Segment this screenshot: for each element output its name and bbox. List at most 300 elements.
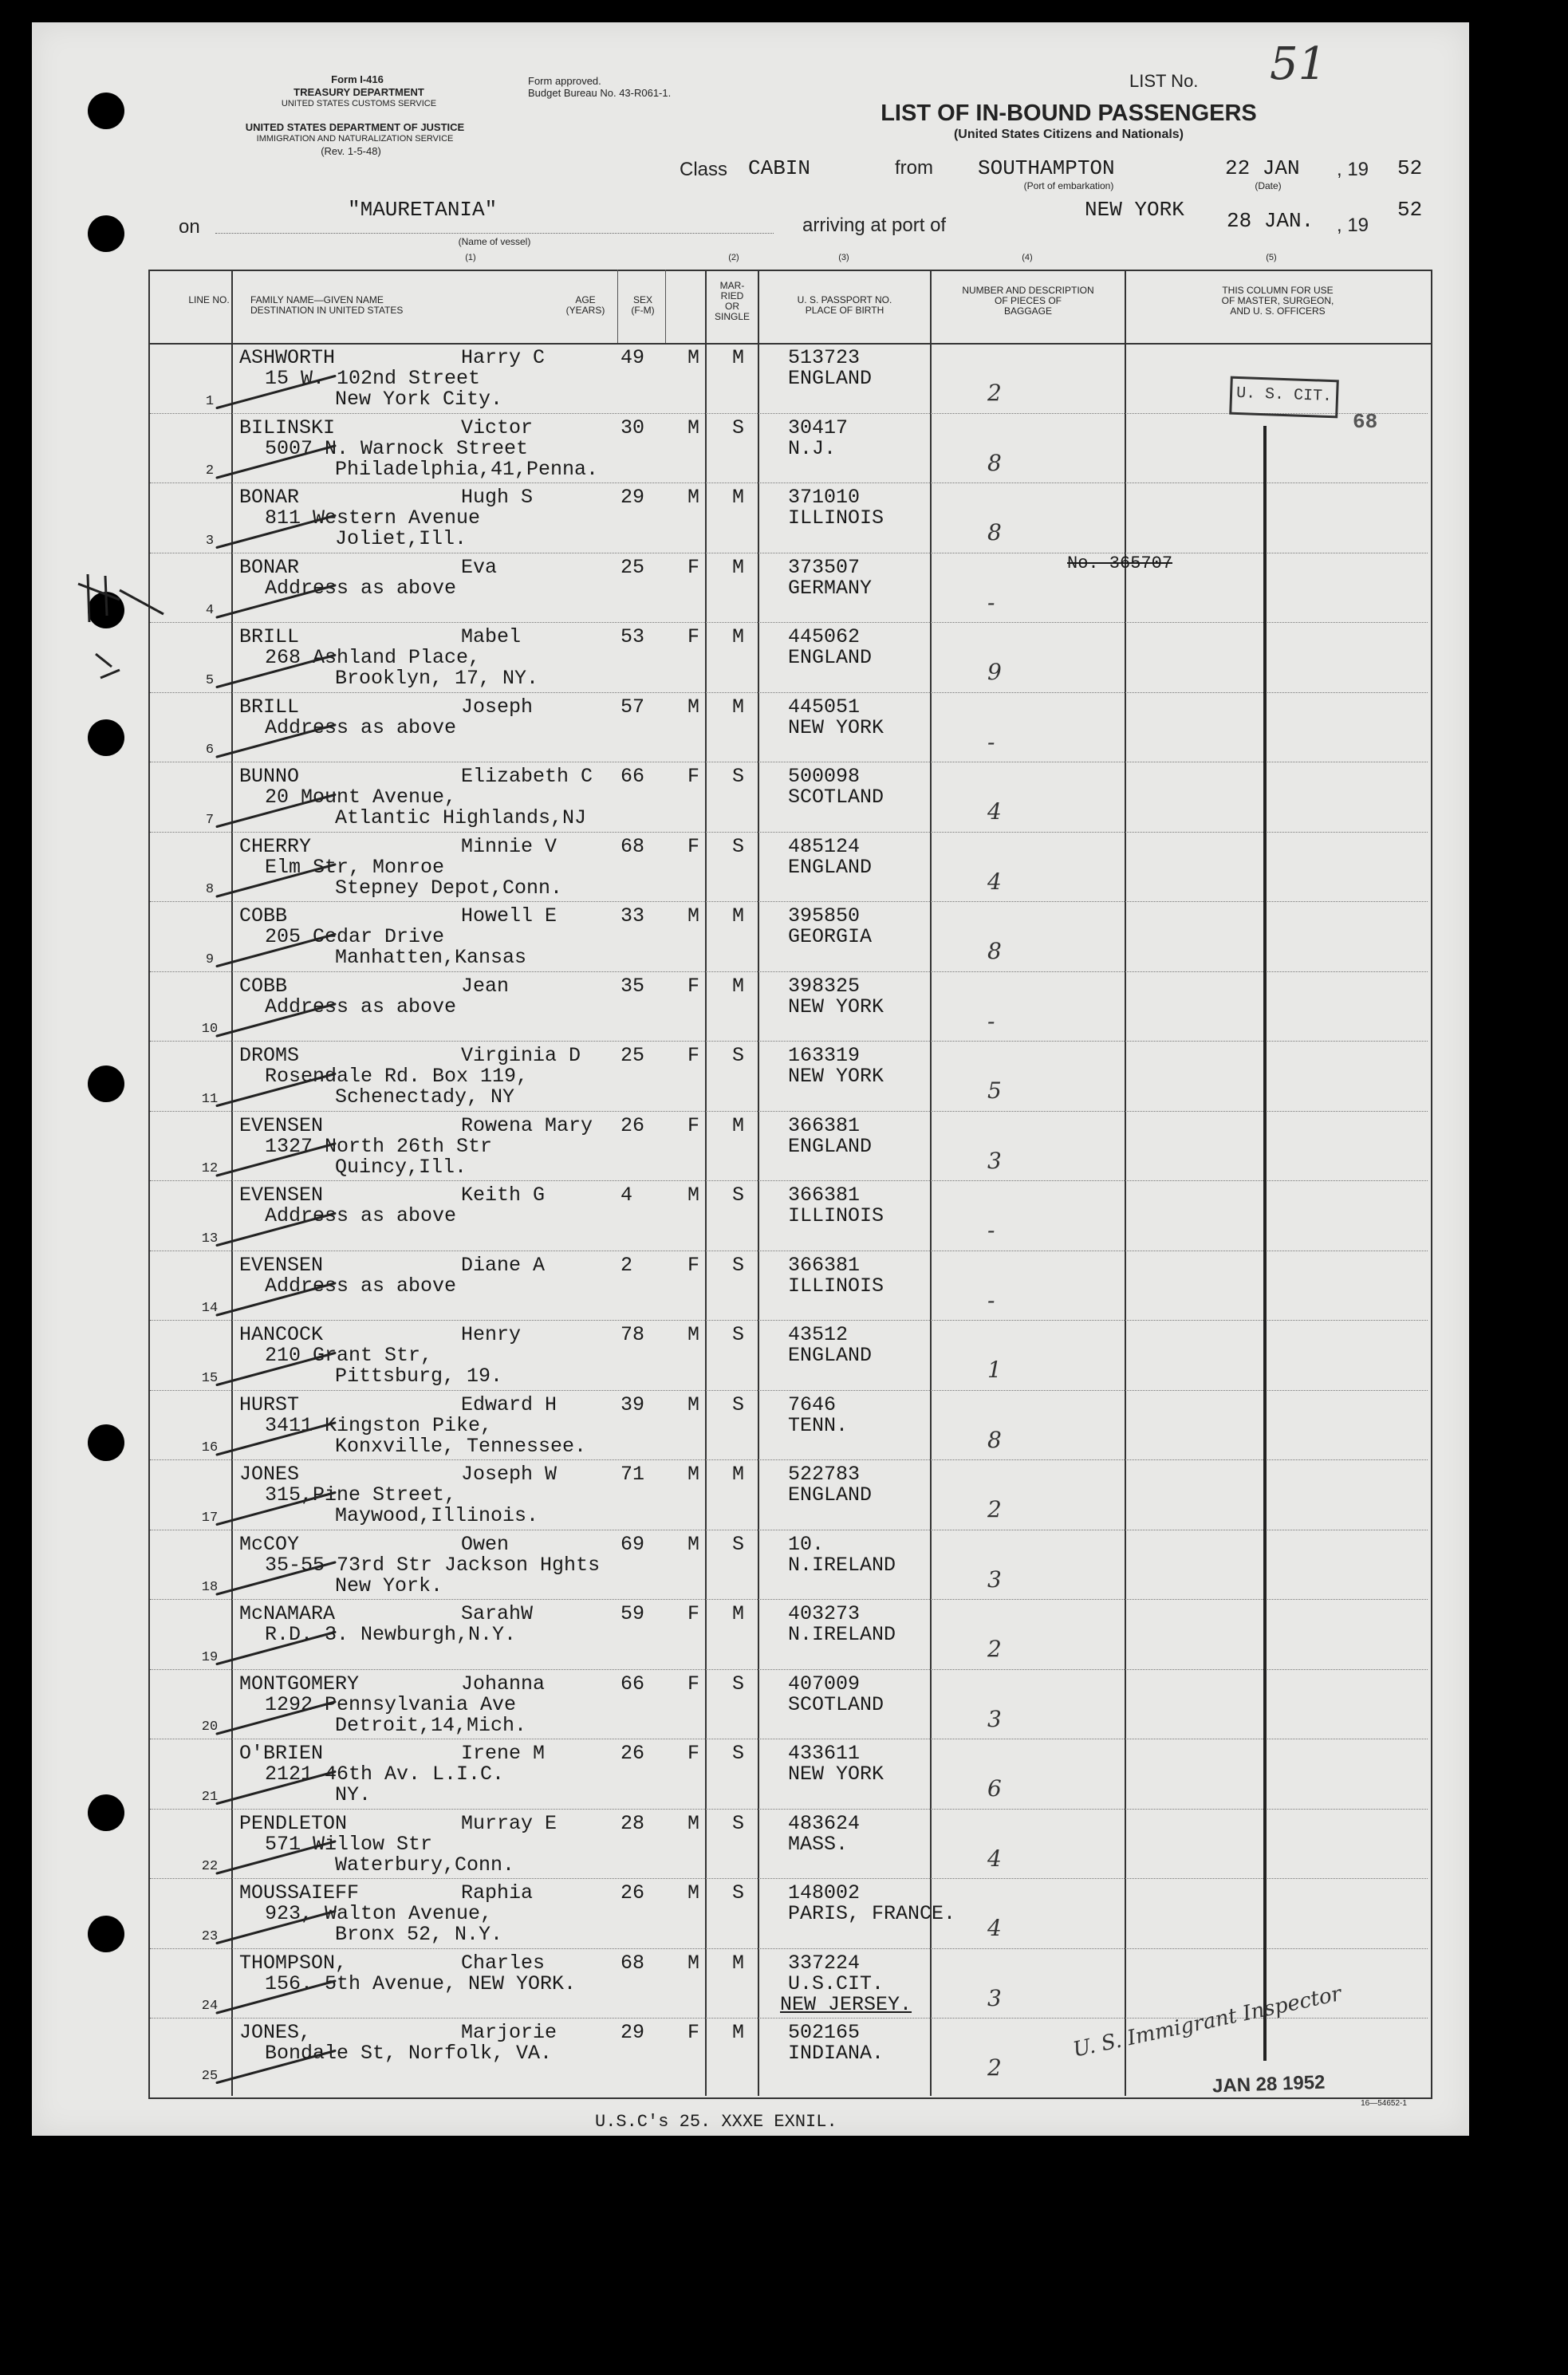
marital-status: S bbox=[732, 1532, 745, 1556]
passport-number: 366381 bbox=[788, 1184, 861, 1207]
passport-number: 366381 bbox=[788, 1253, 861, 1277]
sex: F bbox=[687, 555, 700, 579]
binder-hole bbox=[88, 215, 124, 252]
line-number: 10 bbox=[201, 1022, 219, 1037]
family-name: MONTGOMERY bbox=[239, 1672, 360, 1696]
marital-status: M bbox=[732, 904, 745, 928]
baggage-count: 8 bbox=[987, 938, 1002, 964]
given-name: Keith G bbox=[461, 1184, 546, 1207]
binder-hole bbox=[88, 1065, 124, 1102]
place-of-birth: ENGLAND bbox=[788, 646, 873, 669]
marital-status: M bbox=[732, 346, 745, 369]
arrival-port: NEW YORK bbox=[1085, 198, 1184, 222]
address-line-2: Bronx 52, N.Y. bbox=[335, 1923, 503, 1946]
marital-status: S bbox=[732, 1184, 745, 1207]
line-number: 8 bbox=[205, 882, 215, 897]
line-number: 18 bbox=[201, 1580, 219, 1595]
on-label: on bbox=[179, 216, 200, 238]
marital-status: M bbox=[732, 1951, 745, 1975]
given-name: Edward H bbox=[461, 1392, 557, 1416]
address-line-2: Schenectady, NY bbox=[335, 1085, 515, 1109]
passport-number: 366381 bbox=[788, 1113, 861, 1137]
age: 2 bbox=[621, 1253, 633, 1277]
sex: F bbox=[687, 625, 700, 648]
given-name: Joseph bbox=[461, 695, 534, 719]
place-of-birth: NEW YORK bbox=[788, 1763, 884, 1786]
vessel-label: (Name of vessel) bbox=[458, 236, 531, 247]
place-of-birth: SCOTLAND bbox=[788, 786, 884, 809]
line-number: 2 bbox=[205, 463, 215, 479]
age: 57 bbox=[621, 695, 645, 719]
embarkation-port: SOUTHAMPTON bbox=[978, 156, 1115, 180]
family-name: BONAR bbox=[239, 555, 300, 579]
address-line-1: Elm Str, Monroe bbox=[265, 855, 445, 879]
header-passport: U. S. PASSPORT NO. PLACE OF BIRTH bbox=[797, 294, 892, 316]
form-number: Form I-416 bbox=[331, 73, 384, 85]
family-name: ASHWORTH bbox=[239, 346, 336, 369]
place-of-birth: NEW YORK bbox=[788, 715, 884, 739]
sex: F bbox=[687, 2021, 700, 2044]
given-name: Johanna bbox=[461, 1672, 546, 1696]
marital-status: M bbox=[732, 555, 745, 579]
address-line-1: 15 W. 102nd Street bbox=[265, 367, 481, 390]
class-value: CABIN bbox=[748, 156, 811, 180]
place-of-birth: GERMANY bbox=[788, 576, 873, 600]
given-name: Charles bbox=[461, 1951, 546, 1975]
family-name: BUNNO bbox=[239, 765, 300, 788]
baggage-count: 8 bbox=[987, 519, 1002, 546]
line-number: 14 bbox=[201, 1301, 219, 1316]
line-number: 19 bbox=[201, 1649, 219, 1665]
address-line-1: Bondale St, Norfolk, VA. bbox=[265, 2042, 553, 2065]
print-code: 16—54652-1 bbox=[1361, 2099, 1407, 2108]
col-num-2: (2) bbox=[728, 253, 739, 262]
sex: F bbox=[687, 765, 700, 788]
marital-status: S bbox=[732, 416, 745, 439]
baggage-count: 1 bbox=[987, 1357, 1002, 1383]
address-line-1: Address as above bbox=[265, 715, 457, 739]
place-of-birth: NEW YORK bbox=[788, 1065, 884, 1088]
place-of-birth: ENGLAND bbox=[788, 1483, 873, 1507]
marital-status: S bbox=[732, 1672, 745, 1696]
line-number: 13 bbox=[201, 1231, 219, 1247]
sex: M bbox=[687, 1323, 700, 1346]
given-name: Rowena Mary bbox=[461, 1113, 593, 1137]
passport-number: 522783 bbox=[788, 1463, 861, 1486]
family-name: O'BRIEN bbox=[239, 1742, 324, 1765]
place-of-birth: ILLINOIS bbox=[788, 506, 884, 530]
place-of-birth: TENN. bbox=[788, 1413, 849, 1437]
age: 30 bbox=[621, 416, 645, 439]
passport-number: 30417 bbox=[788, 416, 849, 439]
place-of-birth: INDIANA. bbox=[788, 2042, 884, 2065]
line-number: 12 bbox=[201, 1161, 219, 1176]
sex: M bbox=[687, 1811, 700, 1835]
sex: F bbox=[687, 974, 700, 998]
baggage-count: 4 bbox=[987, 798, 1002, 825]
row-divider bbox=[150, 1459, 1428, 1460]
place-of-birth: SCOTLAND bbox=[788, 1692, 884, 1716]
passport-number: 163319 bbox=[788, 1044, 861, 1067]
header-name: FAMILY NAME—GIVEN NAME DESTINATION IN UNITED STATES bbox=[250, 294, 404, 316]
given-name: Murray E bbox=[461, 1811, 557, 1835]
place-of-birth: N.IRELAND bbox=[788, 1553, 896, 1577]
marital-status: S bbox=[732, 1253, 745, 1277]
given-name: Owen bbox=[461, 1532, 510, 1556]
age: 28 bbox=[621, 1811, 645, 1835]
family-name: EVENSEN bbox=[239, 1113, 324, 1137]
address-line-1: 156. 5th Avenue, NEW YORK. bbox=[265, 1971, 577, 1995]
place-of-birth: MASS. bbox=[788, 1832, 849, 1856]
address-line-1: 571 Willow Str bbox=[265, 1832, 433, 1856]
address-line-1: 35-55 73rd Str Jackson Hghts bbox=[265, 1553, 601, 1577]
marital-status: S bbox=[732, 1811, 745, 1835]
sex: F bbox=[687, 1044, 700, 1067]
address-line-1: 1327 North 26th Str bbox=[265, 1134, 493, 1158]
row-divider bbox=[150, 1878, 1428, 1879]
baggage-count: - bbox=[987, 728, 995, 755]
given-name: Marjorie bbox=[461, 2021, 557, 2044]
stamp-number: 68 bbox=[1353, 410, 1378, 434]
baggage-count: 3 bbox=[987, 1566, 1002, 1593]
row-divider bbox=[150, 901, 1428, 902]
row-divider bbox=[150, 1390, 1428, 1391]
age: 26 bbox=[621, 1881, 645, 1904]
baggage-count: 8 bbox=[987, 1426, 1002, 1453]
given-name: SarahW bbox=[461, 1602, 534, 1625]
passport-number: 502165 bbox=[788, 2021, 861, 2044]
address-line-1: Address as above bbox=[265, 995, 457, 1018]
baggage-count: 4 bbox=[987, 1845, 1002, 1872]
col-num-1: (1) bbox=[465, 253, 476, 262]
baggage-count: 4 bbox=[987, 868, 1002, 895]
marital-status: M bbox=[732, 1463, 745, 1486]
row-divider bbox=[150, 971, 1428, 972]
passport-number: 445051 bbox=[788, 695, 861, 719]
family-name: JONES bbox=[239, 1463, 300, 1486]
given-name: Irene M bbox=[461, 1742, 546, 1765]
line-number: 4 bbox=[205, 603, 215, 618]
sex: F bbox=[687, 834, 700, 858]
binder-hole bbox=[88, 1794, 124, 1831]
line-number: 6 bbox=[205, 742, 215, 758]
sex: F bbox=[687, 1602, 700, 1625]
marital-status: M bbox=[732, 974, 745, 998]
address-line-1: 315,Pine Street, bbox=[265, 1483, 457, 1507]
address-line-1: 1292 Pennsylvania Ave bbox=[265, 1692, 517, 1716]
address-line-2: Konxville, Tennessee. bbox=[335, 1434, 587, 1458]
marital-status: S bbox=[732, 1881, 745, 1904]
list-no-value: 51 bbox=[1270, 38, 1327, 90]
col-divider bbox=[705, 270, 707, 2096]
line-number: 11 bbox=[201, 1091, 219, 1107]
given-name: Mabel bbox=[461, 625, 522, 648]
age: 26 bbox=[621, 1742, 645, 1765]
binder-hole bbox=[88, 93, 124, 129]
date-label: (Date) bbox=[1255, 180, 1282, 191]
marital-status: S bbox=[732, 765, 745, 788]
class-label: Class bbox=[680, 159, 728, 180]
sex: F bbox=[687, 1742, 700, 1765]
given-name: Elizabeth C bbox=[461, 765, 593, 788]
address-line-2: Pittsburg, 19. bbox=[335, 1365, 503, 1388]
family-name: JONES, bbox=[239, 2021, 312, 2044]
line-number: 7 bbox=[205, 812, 215, 828]
baggage-count: 9 bbox=[987, 659, 1002, 685]
marital-status: S bbox=[732, 1392, 745, 1416]
header-age: AGE (YEARS) bbox=[565, 294, 605, 316]
baggage-count: 3 bbox=[987, 1705, 1002, 1732]
passport-number: 7646 bbox=[788, 1392, 837, 1416]
list-subtitle: (United States Citizens and Nationals) bbox=[953, 128, 1184, 141]
place-of-birth: NEW YORK bbox=[788, 995, 884, 1018]
baggage-count: 2 bbox=[987, 1636, 1002, 1662]
passport-number: 403273 bbox=[788, 1602, 861, 1625]
passport-number: 445062 bbox=[788, 625, 861, 648]
treasury-dept: TREASURY DEPARTMENT bbox=[294, 86, 424, 98]
family-name: MOUSSAIEFF bbox=[239, 1881, 360, 1904]
address-line-1: 210 Grant Str, bbox=[265, 1344, 433, 1367]
row-divider bbox=[150, 622, 1428, 623]
arrival-year: 52 bbox=[1397, 198, 1423, 222]
sex: M bbox=[687, 1392, 700, 1416]
marital-status: S bbox=[732, 1044, 745, 1067]
us-citizen-stamp: U. S. CIT. bbox=[1229, 376, 1339, 419]
family-name: BILINSKI bbox=[239, 416, 336, 439]
ins-service: IMMIGRATION AND NATURALIZATION SERVICE bbox=[256, 134, 454, 144]
place-of-birth: ENGLAND bbox=[788, 1134, 873, 1158]
line-number: 3 bbox=[205, 533, 215, 549]
family-name: COBB bbox=[239, 904, 288, 928]
family-name: DROMS bbox=[239, 1044, 300, 1067]
address-line-2: New York. bbox=[335, 1573, 443, 1597]
baggage-count: 2 bbox=[987, 2054, 1002, 2081]
marital-status: S bbox=[732, 1742, 745, 1765]
inspector-date-stamp: JAN 28 1952 bbox=[1211, 2071, 1326, 2097]
age: 26 bbox=[621, 1113, 645, 1137]
passport-number: 373507 bbox=[788, 555, 861, 579]
place-of-birth: ENGLAND bbox=[788, 855, 873, 879]
passport-number: 371010 bbox=[788, 486, 861, 509]
footer-summary: U.S.C's 25. XXXE EXNIL. bbox=[595, 2112, 837, 2132]
row-divider bbox=[150, 1669, 1428, 1670]
line-number: 16 bbox=[201, 1440, 219, 1455]
marital-status: M bbox=[732, 695, 745, 719]
age: 66 bbox=[621, 765, 645, 788]
address-line-1: 923, Walton Avenue, bbox=[265, 1902, 493, 1925]
address-line-2: Maywood,Illinois. bbox=[335, 1504, 539, 1527]
passport-number: 513723 bbox=[788, 346, 861, 369]
age: 39 bbox=[621, 1392, 645, 1416]
inspector-signature: U. S. Immigrant Inspector bbox=[1070, 1982, 1344, 2062]
col-divider bbox=[758, 270, 759, 2096]
age: 35 bbox=[621, 974, 645, 998]
baggage-count: 2 bbox=[987, 380, 1002, 406]
header-married: MAR- RIED OR SINGLE bbox=[714, 280, 750, 322]
sex: F bbox=[687, 1113, 700, 1137]
passport-number: 483624 bbox=[788, 1811, 861, 1835]
given-name: Eva bbox=[461, 555, 498, 579]
marital-status: M bbox=[732, 1113, 745, 1137]
family-name: BRILL bbox=[239, 695, 300, 719]
passport-number: 337224 bbox=[788, 1951, 861, 1975]
customs-service: UNITED STATES CUSTOMS SERVICE bbox=[281, 99, 437, 108]
year-prefix-2: , 19 bbox=[1337, 215, 1369, 236]
place-of-birth: N.IRELAND bbox=[788, 1623, 896, 1646]
line-number: 9 bbox=[205, 951, 215, 967]
row-divider bbox=[150, 1111, 1428, 1112]
arriving-label: arriving at port of bbox=[802, 215, 947, 236]
address-line-1: R.D. 3. Newburgh,N.Y. bbox=[265, 1623, 517, 1646]
marital-status: S bbox=[732, 834, 745, 858]
address-line-1: Address as above bbox=[265, 1274, 457, 1298]
given-name: Hugh S bbox=[461, 486, 534, 509]
row-divider bbox=[150, 1180, 1428, 1181]
line-number: 21 bbox=[201, 1789, 219, 1805]
address-line-2: Manhatten,Kansas bbox=[335, 946, 527, 969]
line-number: 25 bbox=[201, 2068, 219, 2084]
address-line-2: Waterbury,Conn. bbox=[335, 1853, 515, 1877]
col-divider bbox=[231, 270, 233, 2096]
age: 69 bbox=[621, 1532, 645, 1556]
age: 53 bbox=[621, 625, 645, 648]
address-line-1: 20 Mount Avenue, bbox=[265, 786, 457, 809]
family-name: THOMPSON, bbox=[239, 1951, 348, 1975]
address-line-2: New York City. bbox=[335, 388, 503, 411]
address-line-1: Rosendale Rd. Box 119, bbox=[265, 1065, 529, 1088]
family-name: HURST bbox=[239, 1392, 300, 1416]
place-of-birth: ENGLAND bbox=[788, 1344, 873, 1367]
address-line-1: Address as above bbox=[265, 576, 457, 600]
marital-status: M bbox=[732, 2021, 745, 2044]
row-divider bbox=[150, 1809, 1428, 1810]
col-divider bbox=[1125, 270, 1126, 2096]
binder-hole bbox=[88, 1424, 124, 1461]
family-name: COBB bbox=[239, 974, 288, 998]
sex: M bbox=[687, 1951, 700, 1975]
place-of-birth: ENGLAND bbox=[788, 367, 873, 390]
sex: M bbox=[687, 416, 700, 439]
age: 29 bbox=[621, 486, 645, 509]
passport-number: 43512 bbox=[788, 1323, 849, 1346]
col-divider bbox=[930, 270, 932, 2096]
age: 68 bbox=[621, 834, 645, 858]
age: 25 bbox=[621, 1044, 645, 1067]
marital-status: M bbox=[732, 1602, 745, 1625]
baggage-count: 3 bbox=[987, 1984, 1002, 2011]
sex: M bbox=[687, 695, 700, 719]
given-name: Jean bbox=[461, 974, 510, 998]
line-number: 22 bbox=[201, 1859, 219, 1874]
header-officers: THIS COLUMN FOR USE OF MASTER, SURGEON, AND U. S. OFFICERS bbox=[1221, 285, 1334, 317]
family-name: McNAMARA bbox=[239, 1602, 336, 1625]
family-name: BONAR bbox=[239, 486, 300, 509]
from-label: from bbox=[895, 157, 933, 179]
family-name: HANCOCK bbox=[239, 1323, 324, 1346]
address-line-1: 268 Ashland Place, bbox=[265, 646, 481, 669]
address-line-2: NY. bbox=[335, 1783, 372, 1806]
place-of-birth-2: NEW JERSEY. bbox=[780, 1992, 912, 2016]
verification-line bbox=[1263, 426, 1267, 2061]
line-number: 23 bbox=[201, 1928, 219, 1944]
given-name: Raphia bbox=[461, 1881, 534, 1904]
place-of-birth: ILLINOIS bbox=[788, 1204, 884, 1227]
binder-hole bbox=[88, 719, 124, 756]
address-line-1: 5007 N. Warnock Street bbox=[265, 436, 529, 460]
line-number: 15 bbox=[201, 1370, 219, 1386]
arrival-date: 28 JAN. bbox=[1227, 209, 1314, 233]
place-of-birth: ILLINOIS bbox=[788, 1274, 884, 1298]
baggage-count: 4 bbox=[987, 1915, 1002, 1941]
address-line-2: Quincy,Ill. bbox=[335, 1155, 467, 1179]
col-num-3: (3) bbox=[838, 253, 849, 262]
address-line-2: Atlantic Highlands,NJ bbox=[335, 806, 587, 829]
address-line-1: 811 Western Avenue bbox=[265, 506, 481, 530]
age: 59 bbox=[621, 1602, 645, 1625]
given-name: Howell E bbox=[461, 904, 557, 928]
sex: M bbox=[687, 346, 700, 369]
budget-bureau: Budget Bureau No. 43-R061-1. bbox=[528, 87, 672, 99]
sex: M bbox=[687, 1881, 700, 1904]
row-divider bbox=[150, 1041, 1428, 1042]
sex: M bbox=[687, 904, 700, 928]
baggage-count: - bbox=[987, 1007, 995, 1034]
struck-number: No. 365707 bbox=[1067, 553, 1173, 573]
passport-number: 398325 bbox=[788, 974, 861, 998]
age: 71 bbox=[621, 1463, 645, 1486]
binder-hole bbox=[88, 1916, 124, 1952]
given-name: Harry C bbox=[461, 346, 546, 369]
baggage-count: - bbox=[987, 1286, 995, 1314]
row-divider bbox=[150, 692, 1428, 693]
baggage-count: - bbox=[987, 589, 995, 616]
header-sex: SEX (F-M) bbox=[631, 294, 655, 316]
given-name: Virginia D bbox=[461, 1044, 581, 1067]
passport-number: 148002 bbox=[788, 1881, 861, 1904]
passport-number: 407009 bbox=[788, 1672, 861, 1696]
baggage-count: 6 bbox=[987, 1775, 1002, 1802]
vessel-name: "MAURETANIA" bbox=[348, 198, 498, 222]
binder-hole bbox=[88, 592, 124, 628]
col-num-5: (5) bbox=[1266, 253, 1277, 262]
address-line-2: Brooklyn, 17, NY. bbox=[335, 667, 539, 690]
address-line-2: Stepney Depot,Conn. bbox=[335, 876, 563, 900]
header-line-no: LINE NO. bbox=[188, 294, 230, 305]
given-name: Diane A bbox=[461, 1253, 546, 1277]
row-divider bbox=[150, 482, 1428, 483]
baggage-count: 3 bbox=[987, 1147, 1002, 1174]
address-line-1: 205 Cedar Drive bbox=[265, 925, 445, 948]
revision: (Rev. 1-5-48) bbox=[321, 145, 381, 157]
given-name: Joseph W bbox=[461, 1463, 557, 1486]
given-name: Victor bbox=[461, 416, 534, 439]
address-line-2: Philadelphia,41,Penna. bbox=[335, 457, 599, 481]
given-name: Minnie V bbox=[461, 834, 557, 858]
list-title: LIST OF IN-BOUND PASSENGERS bbox=[881, 100, 1257, 126]
marital-status: S bbox=[732, 1323, 745, 1346]
port-embark-label: (Port of embarkation) bbox=[1023, 180, 1114, 191]
place-of-birth: GEORGIA bbox=[788, 925, 873, 948]
family-name: EVENSEN bbox=[239, 1253, 324, 1277]
header-baggage: NUMBER AND DESCRIPTION OF PIECES OF BAGGAGE bbox=[962, 285, 1094, 317]
sex: M bbox=[687, 1184, 700, 1207]
header-divider bbox=[148, 343, 1431, 345]
address-line-1: Address as above bbox=[265, 1204, 457, 1227]
place-of-birth: PARIS, FRANCE. bbox=[788, 1902, 956, 1925]
baggage-count: 8 bbox=[987, 449, 1002, 476]
age: 66 bbox=[621, 1672, 645, 1696]
address-line-1: 3411 Kingston Pike, bbox=[265, 1413, 493, 1437]
